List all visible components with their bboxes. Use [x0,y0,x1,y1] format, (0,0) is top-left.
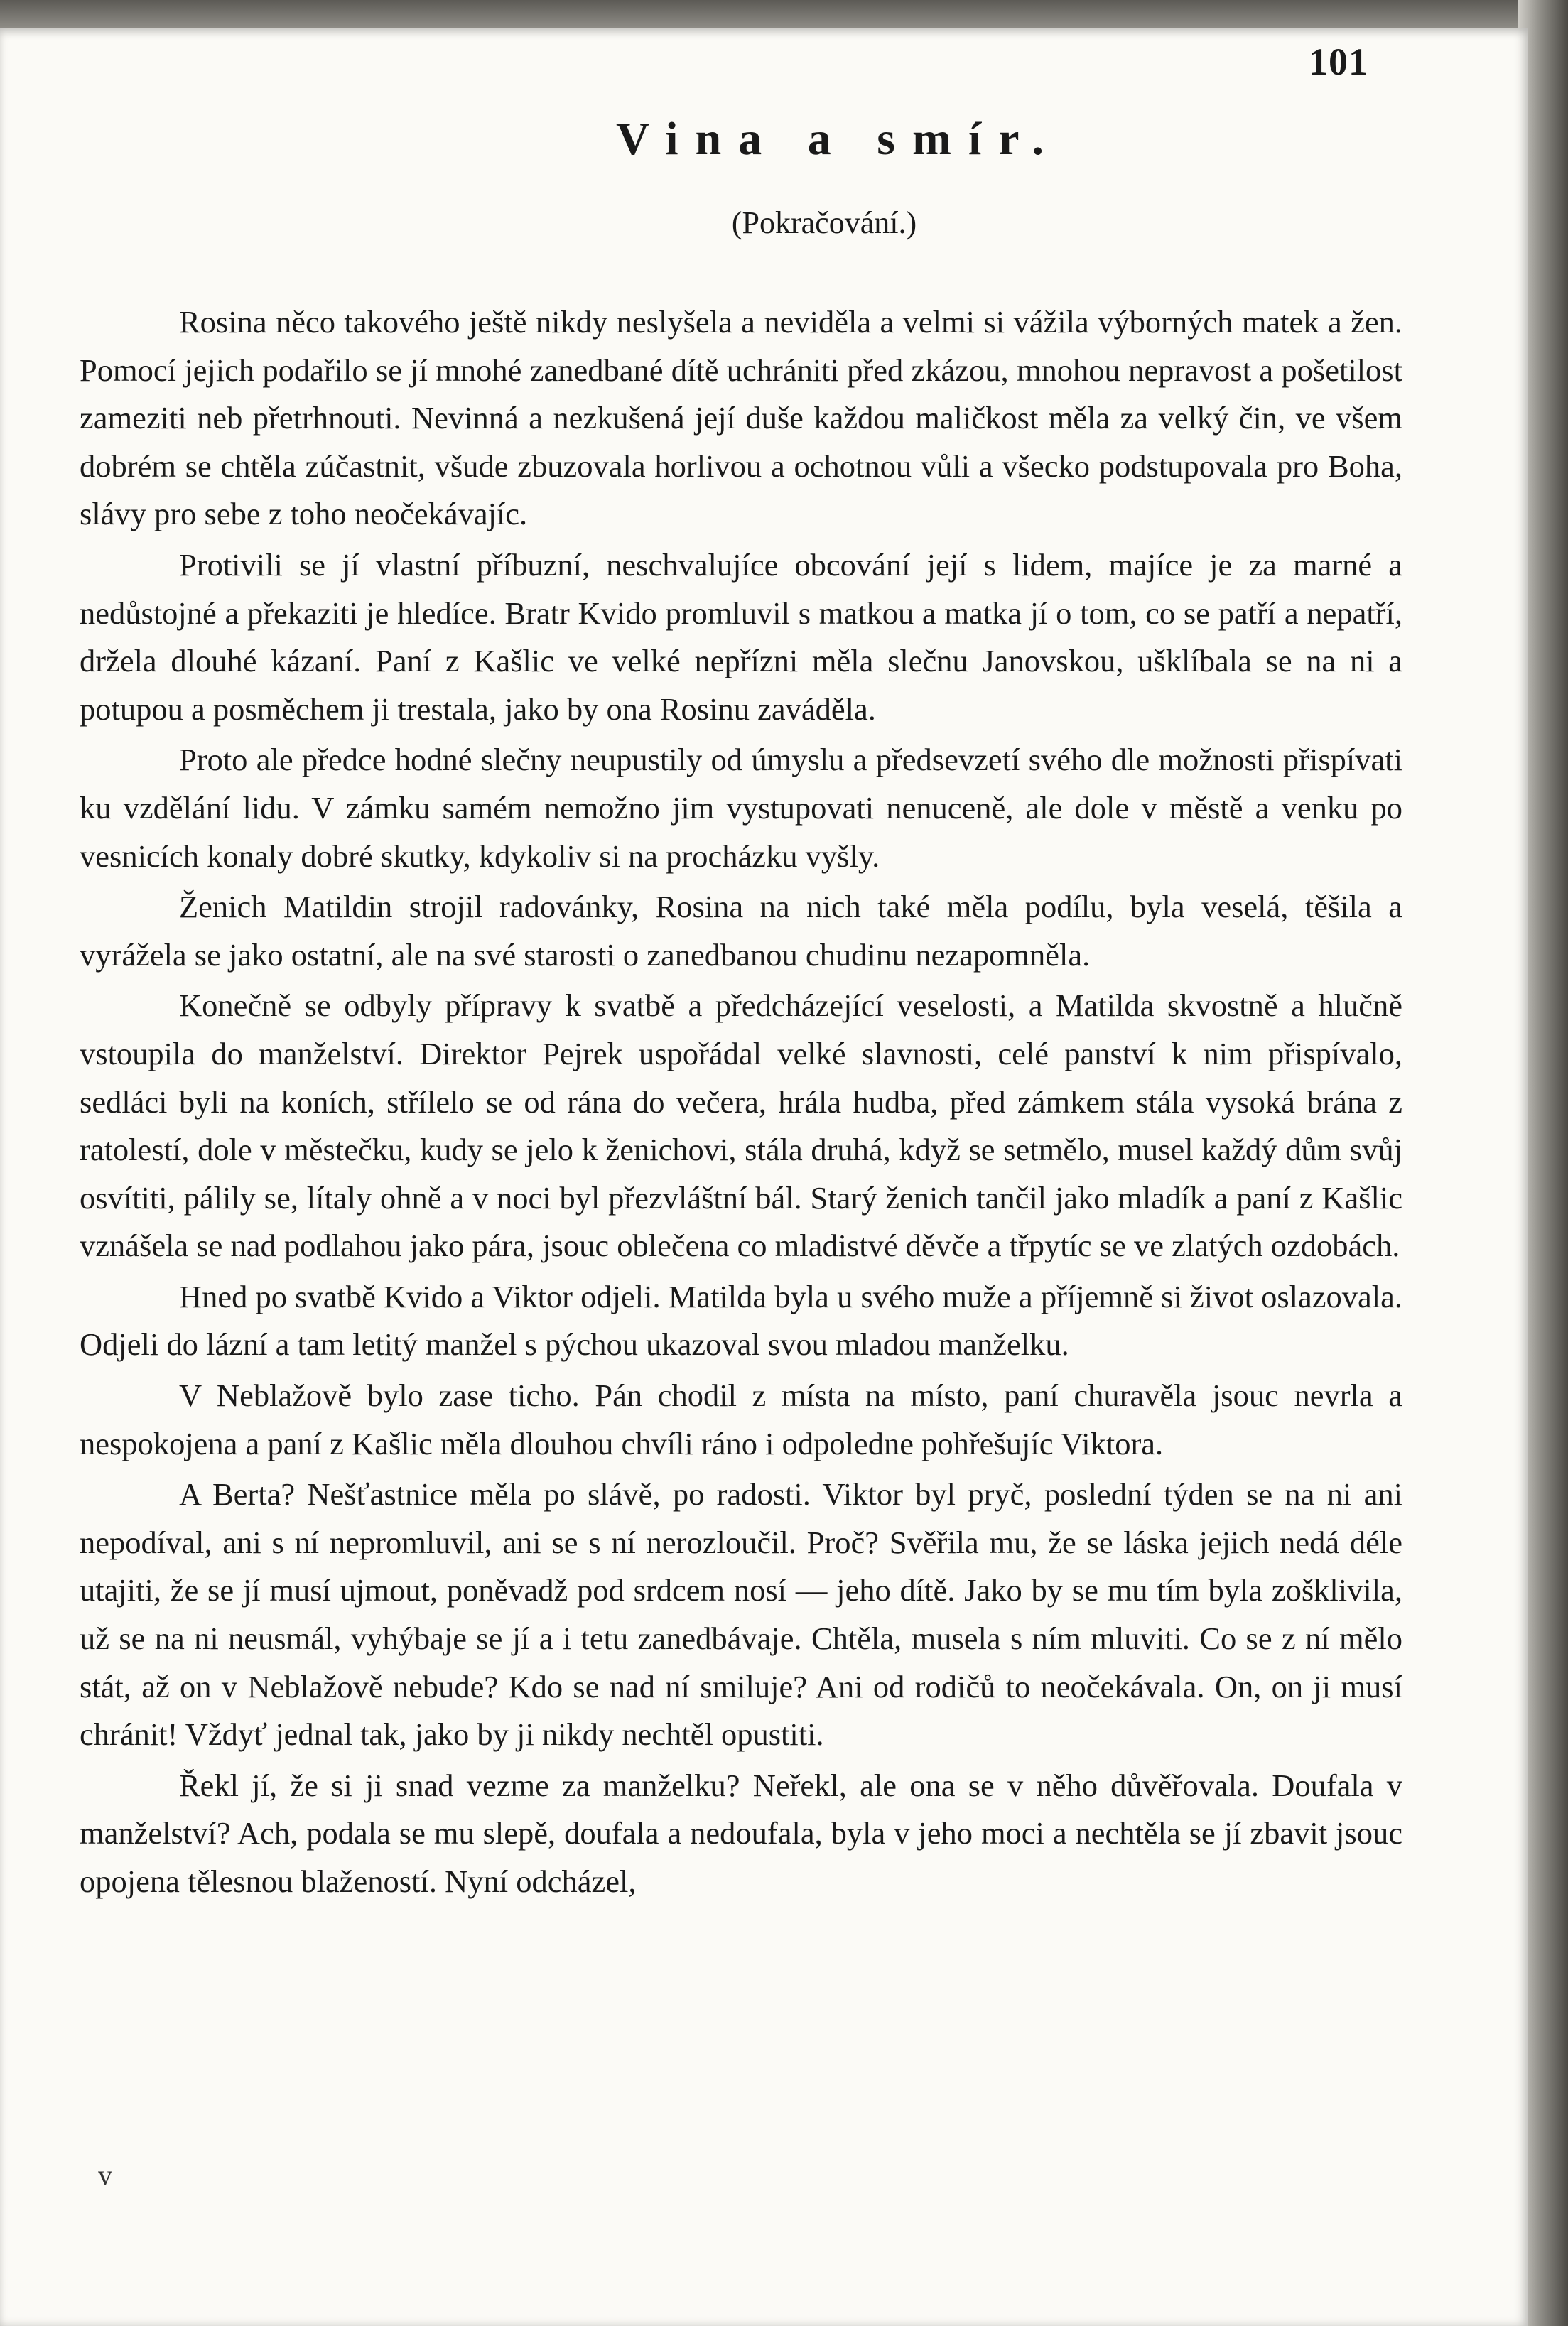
paragraph: Protivili se jí vlastní příbuzní, neschvalujíce obcování její s lidem, majíce je za marné a nedůstojné a překaziti je hledíce. Bratr Kvido promluvil s matkou a matka jí o tom, co se patří a nepatří, držela dlouhé kázaní. Paní z Kašlic ve velké nepřízni měla slečnu Janovskou, ušklíbala se na ni a potupou a posměchem ji trestala, jako by ona Rosinu zaváděla. [80,546,1402,727]
paragraph: A Berta? Nešťastnice měla po slávě, po radosti. Viktor byl pryč, poslední týden se na ni ani nepodíval, ani s ní nepromluvil, ani se s ní nerozloučil. Proč? Svěřila mu, že se láska jejich nedá déle utajiti, že se jí musí ujmout, poněvadž pod srdcem nosí — jeho dítě. Jako by se mu tím byla zošklivila, už se na ni neusmál, vyhýbaje se jí a i tetu zanedbávaje. Chtěla, musela s ním mluviti. Co se z ní mělo stát, až on v Neblažově nebude? Kdo se nad ní smiluje? Ani od rodičů to neočekávala. On, on ji musí chránit! Vždyť jednal tak, jako by ji nikdy nechtěl opustiti. [80,1476,1402,1753]
paragraph: Ženich Matildin strojil radovánky, Rosina na nich také měla podílu, byla veselá, těšila a vyrážela se jako ostatní, ale na své starosti o zanedbanou chudinu nezapomněla. [80,889,1402,973]
paragraph: Proto ale předce hodné slečny neupustily od úmyslu a předsevzetí svého dle možnosti přispívati ku vzdělání lidu. V zámku samém nemožno jim vystupovati nenuceně, ale dole v městě a venku po vesnicích konaly dobré skutky, kdykoliv si na procházku vyšly. [80,742,1402,874]
chapter-title: Vina a smír. [616,113,1061,165]
book-page [0,28,1528,2326]
margin-mark: v [98,2159,112,2191]
paragraph: Hned po svatbě Kvido a Viktor odjeli. Matilda byla u svého muže a příjemně si život oslazovala. Odjeli do lázní a tam letitý manžel s pýchou ukazoval svou mladou manželku. [80,1278,1402,1363]
paragraph: Konečně se odbyly přípravy k svatbě a předcházející veselosti, a Matilda skvostně a hlučně vstoupila do manželství. Direktor Pejrek uspořádal velké slavnosti, celé panství k nim přispívalo, sedláci byli na koních, střílelo se od rána do večera, hrála hudba, před zámkem stála vysoká brána z ratolestí, dole v městečku, kudy se jelo k ženichovi, stála druhá, když se setmělo, musel každý dům svůj osvítiti, pálily se, lítaly ohně a v noci byl přezvláštní bál. Starý ženich tančil jako mladík a paní z Kašlic vznášela se nad podlahou jako pára, jsouc oblečena co mladistvé děvče a třpytíc se ve zlatých ozdobách. [80,988,1402,1264]
text-body [80,298,1402,1909]
chapter-subtitle: (Pokračování.) [731,205,917,240]
paragraph: V Neblažově bylo zase ticho. Pán chodil z místa na místo, paní churavěla jsouc nevrla a nespokojena a paní z Kašlic měla dlouhou chvíli ráno i odpoledne pohřešujíc Viktora. [80,1378,1402,1461]
page-number: 101 [1309,40,1368,83]
paragraph: Řekl jí, že si ji snad vezme za manželku? Neřekl, ale ona se v něho důvěřovala. Doufala v manželství? Ach, podala se mu slepě, doufala a nedoufala, byla v jeho moci a nechtěla se jí zbavit jsouc opojena tělesnou blažeností. Nyní odcházel, [80,1767,1402,1899]
paragraph: Rosina něco takového ještě nikdy neslyšela a neviděla a velmi si vážila výborných matek a žen. Pomocí jejich podařilo se jí mnohé zanedbané dítě uchrániti před zkázou, mnohou nepravost a pošetilost zameziti neb přetrhnouti. Nevinná a nezkušená její duše každou maličkost měla za velký čin, ve všem dobrém se chtěla zúčastnit, všude zbuzovala horlivou a ochotnou vůli a všecko podstupovala pro Boha, slávy pro sebe z toho neočekávajíc. [80,304,1402,532]
